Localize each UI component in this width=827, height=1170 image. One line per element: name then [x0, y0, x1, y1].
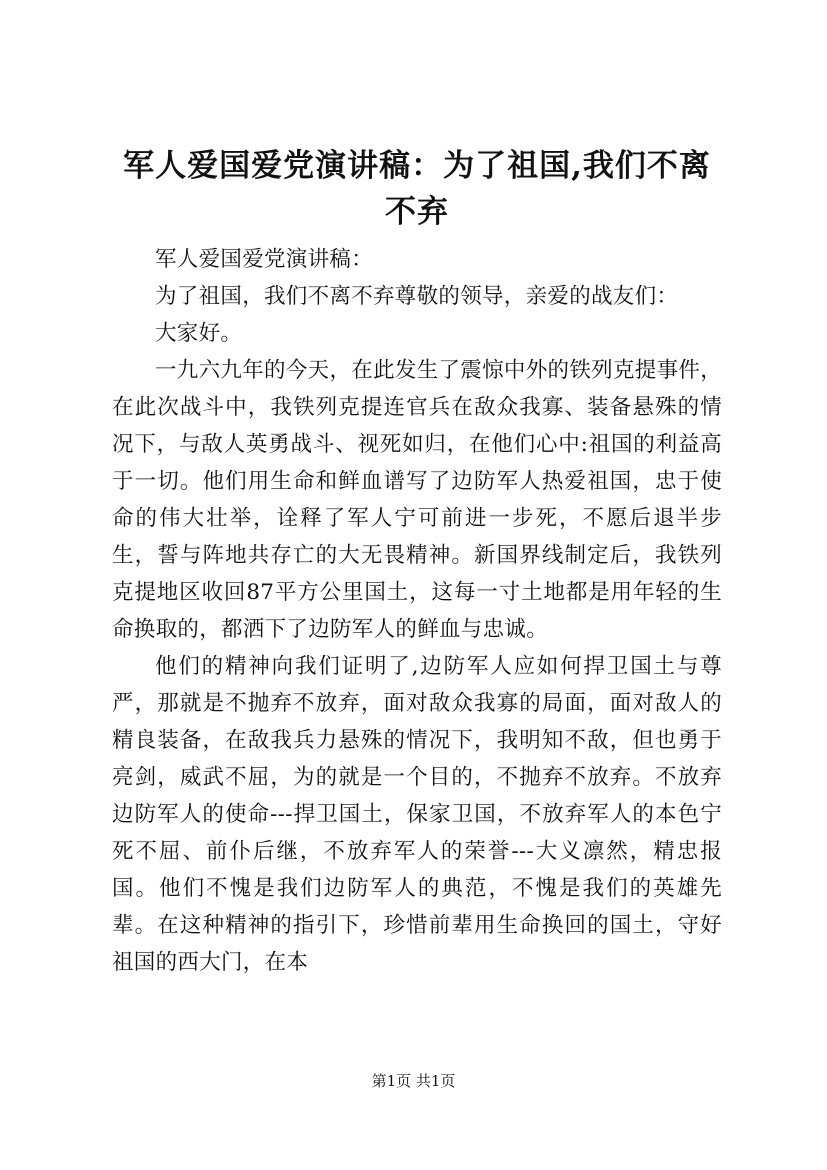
- paragraph: 他们的精神向我们证明了,边防军人应如何捍卫国土与尊严，那就是不抛弃不放弃，面对敌众我寡的局面，面对敌人的精良装备，在敌我兵力悬殊的情况下，我明知不敌，但也勇于亮剑，威武不屈，为的就是一个目的，不抛弃不放弃。不放弃边防军人的使命---捍卫国土，保家卫国，不放弃军人的本色宁死不屈、前仆后继，不放弃军人的荣誉---大义凛然，精忠报国。他们不愧是我们边防军人的典范，不愧是我们的英雄先辈。在这种精神的指引下，珍惜前辈用生命换回的国土，守好祖国的西大门，在本: [112, 654, 722, 975]
- paragraph: 为了祖国，我们不离不弃尊敬的领导，亲爱的战友们：: [155, 284, 679, 309]
- paragraph: 军人爱国爱党演讲稿：: [155, 247, 374, 272]
- page-number-footer: 第1页 共1页: [371, 1072, 456, 1090]
- document-title: 军人爱国爱党演讲稿：为了祖国,我们不离不弃: [123, 148, 711, 230]
- document-body: [112, 241, 722, 981]
- paragraph: 大家好。: [155, 321, 243, 346]
- paragraph: 一九六九年的今天，在此发生了震惊中外的铁列克提事件，在此次战斗中，我铁列克提连官兵在敌众我寡、装备悬殊的情况下，与敌人英勇战斗、视死如归，在他们心中:祖国的利益高于一切。他们用生命和鲜血谱写了边防军人热爱祖国，忠于使命的伟大壮举，诠释了军人宁可前进一步死，不愿后退半步生，誓与阵地共存亡的大无畏精神。新国界线制定后，我铁列克提地区收回87平方公里国土，这每一寸土地都是用年轻的生命换取的，都洒下了边防军人的鲜血与忠诚。: [112, 358, 722, 642]
- document-page: [112, 143, 722, 981]
